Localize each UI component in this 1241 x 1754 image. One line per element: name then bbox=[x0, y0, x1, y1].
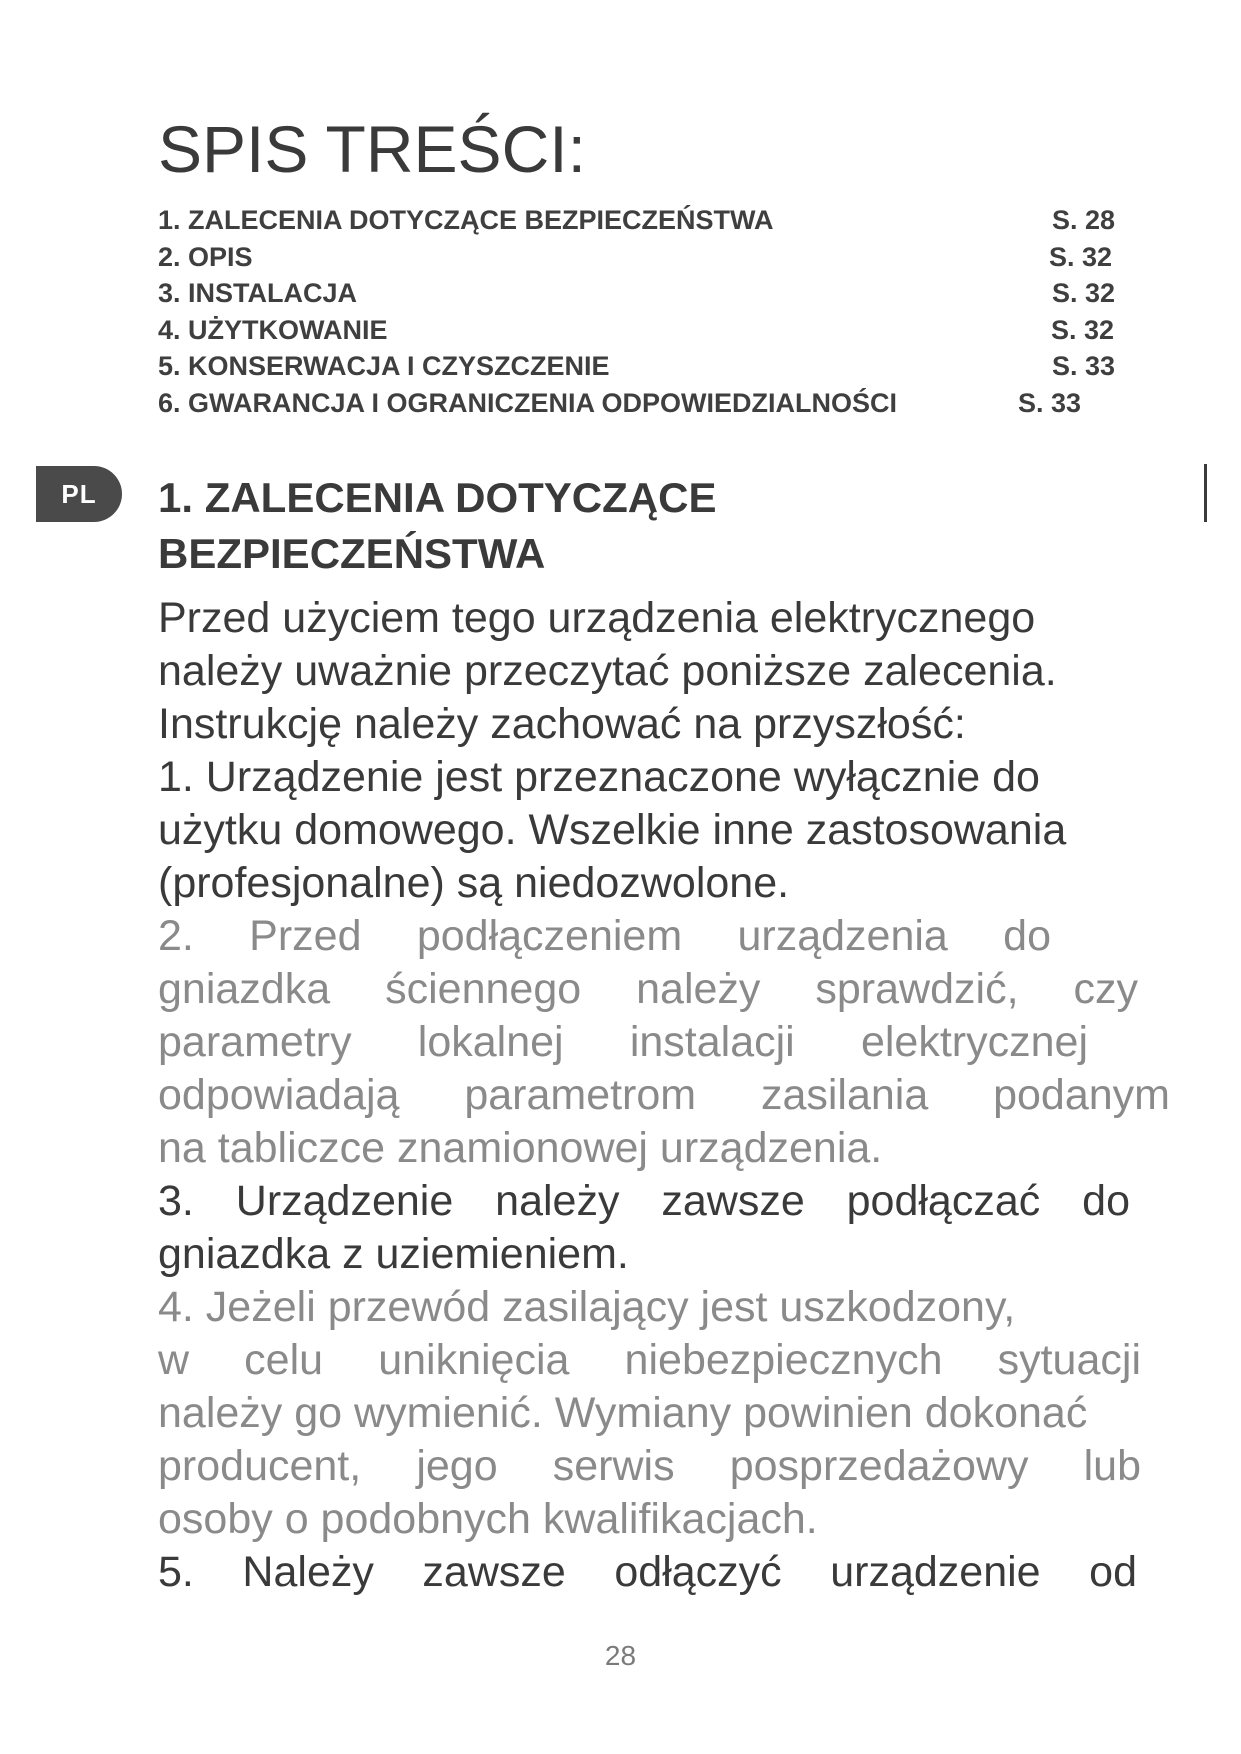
safety-item-5 bbox=[158, 1546, 1178, 1599]
toc-item-label: 3. INSTALACJA bbox=[158, 278, 358, 308]
toc-list bbox=[158, 202, 1128, 421]
text-line: parametry lokalnej instalacji elektrycznej bbox=[158, 1018, 1088, 1066]
toc-title: SPIS TREŚCI: bbox=[158, 112, 586, 186]
toc-item-label: 2. OPIS bbox=[158, 241, 253, 272]
toc-item-page: S. 28 bbox=[1052, 205, 1116, 235]
text-line: należy go wymienić. Wymiany powinien dokonać bbox=[158, 1389, 1088, 1437]
text-line: użytku domowego. Wszelkie inne zastosowania bbox=[158, 806, 1067, 854]
toc-item-label: 4. UŻYTKOWANIE bbox=[158, 314, 388, 345]
safety-item-4 bbox=[158, 1281, 1178, 1546]
text-line: gniazdka z uziemieniem. bbox=[158, 1230, 629, 1278]
toc-item bbox=[158, 275, 1128, 312]
text-line: 5. Należy zawsze odłączyć urządzenie od bbox=[158, 1548, 1137, 1596]
section-heading-line: 1. ZALECENIA DOTYCZĄCE bbox=[158, 474, 717, 521]
toc-item bbox=[158, 348, 1128, 385]
text-line: Przed użyciem tego urządzenia elektrycznego bbox=[158, 594, 1036, 642]
text-line: Instrukcję należy zachować na przyszłość: bbox=[158, 700, 966, 748]
section-heading-line: BEZPIECZEŃSTWA bbox=[158, 530, 546, 577]
page-number: 28 bbox=[604, 1640, 637, 1671]
text-line: należy uważnie przeczytać poniższe zalecenia. bbox=[158, 647, 1057, 695]
text-line: na tabliczce znamionowej urządzenia. bbox=[158, 1124, 883, 1172]
section-heading bbox=[158, 470, 716, 582]
toc-item-label: 1. ZALECENIA DOTYCZĄCE BEZPIECZEŃSTWA bbox=[158, 205, 774, 235]
toc-item-label: 6. GWARANCJA I OGRANICZENIA ODPOWIEDZIALNOŚCI bbox=[158, 387, 898, 418]
text-line: 4. Jeżeli przewód zasilający jest uszkodzony, bbox=[158, 1283, 1016, 1331]
text-line: 1. Urządzenie jest przeznaczone wyłącznie do bbox=[158, 753, 1040, 801]
toc-item-page: S. 32 bbox=[1049, 241, 1113, 272]
text-line: (profesjonalne) są niedozwolone. bbox=[158, 859, 790, 907]
toc-item-page: S. 33 bbox=[1052, 351, 1116, 381]
toc-item bbox=[158, 239, 1128, 276]
toc-item-page: S. 32 bbox=[1051, 314, 1115, 345]
toc-item bbox=[158, 385, 1128, 422]
intro-paragraph bbox=[158, 592, 1178, 751]
text-line: producent, jego serwis posprzedażowy lub bbox=[158, 1442, 1141, 1490]
toc-item-label: 5. KONSERWACJA I CZYSZCZENIE bbox=[158, 351, 610, 381]
toc-item-page: S. 32 bbox=[1052, 278, 1116, 308]
toc-item bbox=[158, 202, 1128, 239]
safety-item-3 bbox=[158, 1175, 1178, 1281]
language-tab: PL bbox=[36, 466, 122, 522]
section-body bbox=[158, 592, 1178, 1599]
safety-item-1 bbox=[158, 751, 1178, 910]
text-line: odpowiadają parametrom zasilania podanym bbox=[158, 1071, 1170, 1119]
text-line: gniazdka ściennego należy sprawdzić, czy bbox=[158, 965, 1138, 1013]
text-line: 2. Przed podłączeniem urządzenia do bbox=[158, 912, 1051, 960]
text-line: w celu uniknięcia niebezpiecznych sytuacji bbox=[158, 1336, 1141, 1384]
text-line: 3. Urządzenie należy zawsze podłączać do bbox=[158, 1177, 1130, 1225]
toc-item bbox=[158, 312, 1128, 349]
margin-marker bbox=[1204, 464, 1207, 522]
safety-item-2 bbox=[158, 910, 1178, 1175]
text-line: osoby o podobnych kwalifikacjach. bbox=[158, 1495, 818, 1543]
toc-item-page: S. 33 bbox=[1018, 387, 1082, 418]
